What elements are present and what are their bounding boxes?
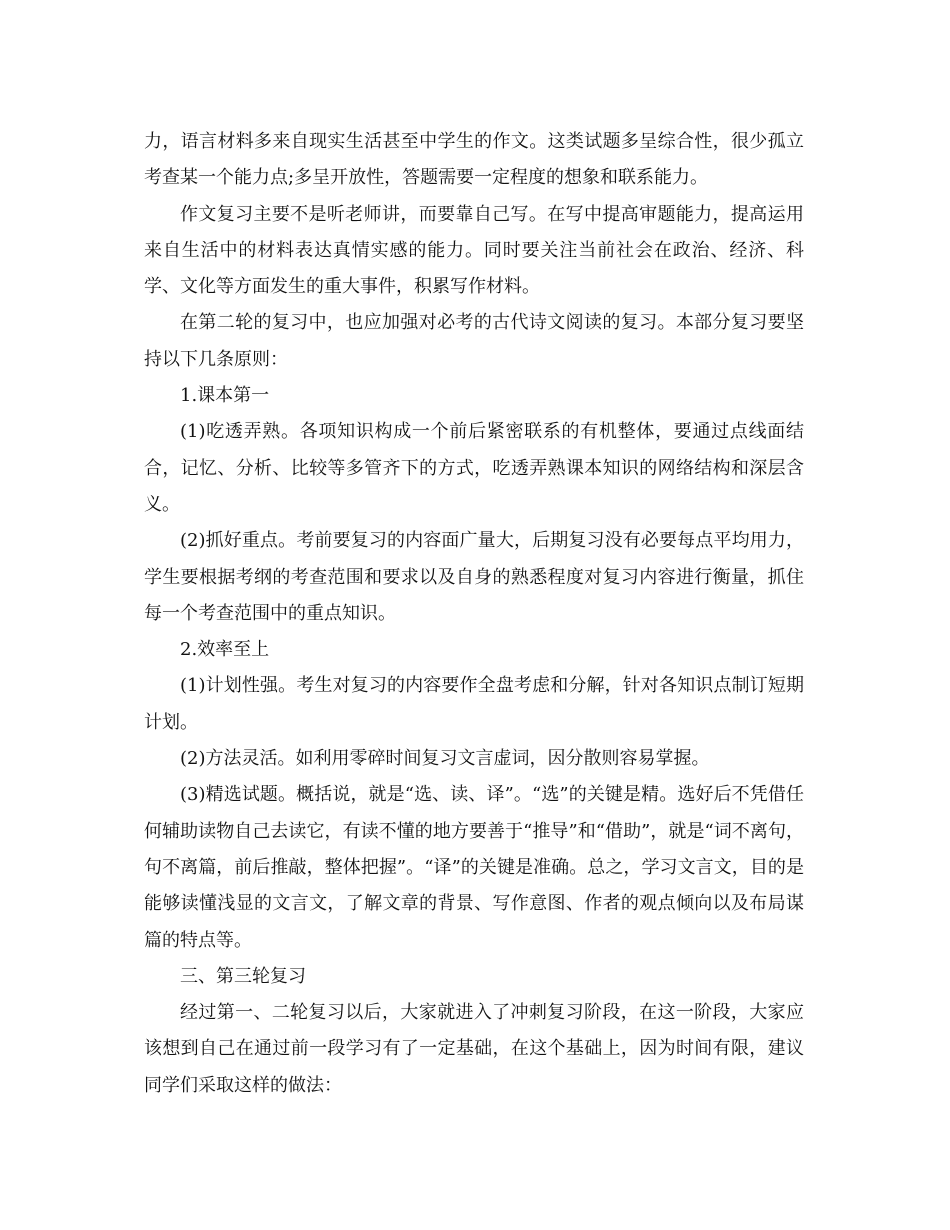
heading-textbook-first: 1.课本第一 [180,385,270,407]
paragraph-continuation: 力，语言材料多来自现实生活甚至中学生的作文。这类试题多呈综合性，很少孤立考查某一个能力点;多呈开放性，答题需要一定程度的想象和联系能力。 [144,131,804,189]
paragraph-master-thoroughly: (1)吃透弄熟。各项知识构成一个前后紧密联系的有机整体，要通过点线面结合，记忆、分析、比较等多管齐下的方式，吃透弄熟课本知识的网络结构和深层含义。 [144,421,804,515]
paragraph-classical-review-intro: 在第二轮的复习中，也应加强对必考的古代诗文阅读的复习。本部分复习要坚持以下几条原则： [144,312,804,370]
paragraph-focus-key-points: (2)抓好重点。考前要复习的内容面广量大，后期复习没有必要每点平均用力，学生要根据考纲的考查范围和要求以及自身的熟悉程度对复习内容进行衡量，抓住每一个考查范围中的重点知识。 [144,530,804,624]
heading-third-round-review: 三、第三轮复习 [180,965,306,987]
paragraph-select-exercises: (3)精选试题。概括说，就是“选、读、译”。“选”的关键是精。选好后不凭借任何辅助读物自己去读它，有读不懂的地方要善于“推导”和“借助”，就是“词不离句，句不离篇，前后推敲，整体把握”。“译”的关键是准确。总之，学习文言文，目的是能够读懂浅显的文言文，了解文章的背景、写作意图、作者的观点倾向以及布局谋篇的特点等。 [144,784,804,951]
paragraph-strong-planning: (1)计划性强。考生对复习的内容要作全盘考虑和分解，针对各知识点制订短期计划。 [144,675,804,733]
document-body [144,124,804,1104]
paragraph-writing-review: 作文复习主要不是听老师讲，而要靠自己写。在写中提高审题能力，提高运用来自生活中的材料表达真情实感的能力。同时要关注当前社会在政治、经济、科学、文化等方面发生的重大事件，积累写作材料。 [144,203,804,298]
paragraph-third-round-intro: 经过第一、二轮复习以后，大家就进入了冲刺复习阶段，在这一阶段，大家应该想到自己在通过前一段学习有了一定基础，在这个基础上，因为时间有限，建议同学们采取这样的做法： [144,1002,804,1096]
paragraph-flexible-methods: (2)方法灵活。如利用零碎时间复习文言虚词，因分散则容易掌握。 [180,748,710,770]
heading-efficiency-first: 2.效率至上 [180,639,270,661]
